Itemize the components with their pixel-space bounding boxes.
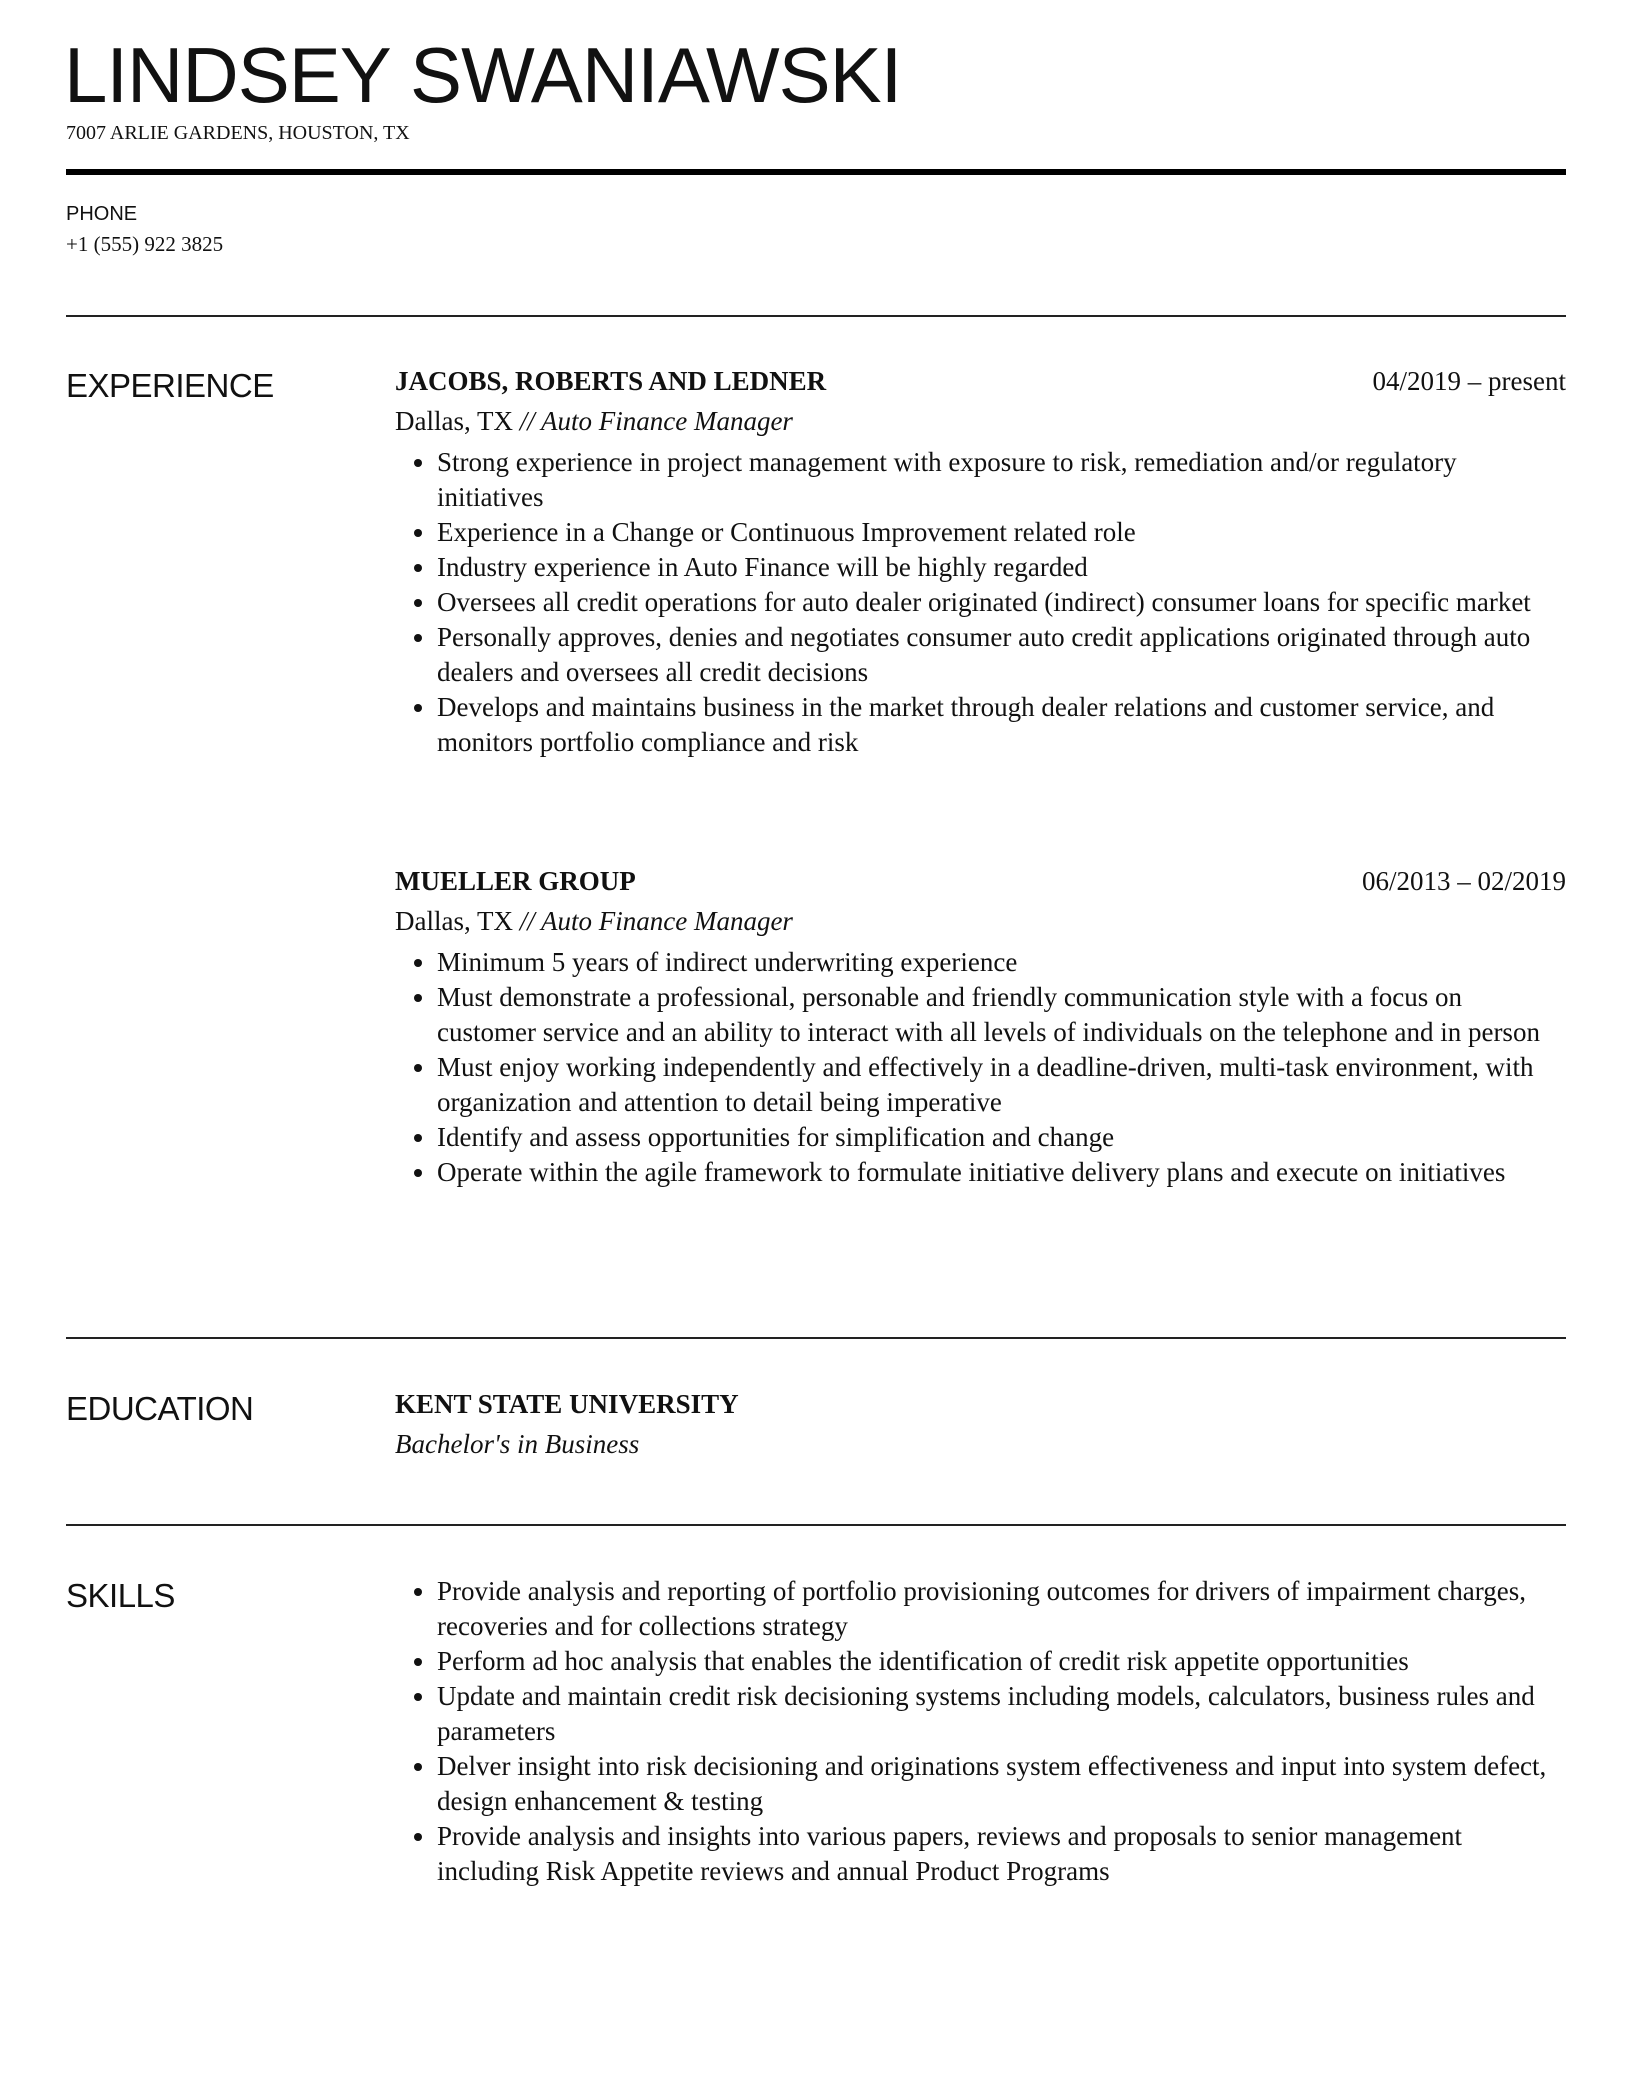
list-item: • Develops and maintains business in the market through dealer relations and customer service, and monitors portfolio compliance and risk: [437, 690, 1566, 760]
job-dates: 06/2013 – 02/2019: [1361, 866, 1566, 896]
job-bullets: [395, 945, 1566, 1190]
list-item: • Minimum 5 years of indirect underwriting experience: [437, 945, 1566, 980]
job-role: Auto Finance Manager: [541, 906, 793, 936]
skills-heading: SKILLS: [66, 1577, 175, 1614]
job-2: [395, 864, 1566, 1190]
job-location: Dallas, TX: [395, 406, 513, 436]
job-dates: 04/2019 – present: [1372, 366, 1566, 396]
header-divider: [66, 169, 1566, 175]
skills-bullets: [395, 1574, 1566, 1889]
job-1: [395, 364, 1566, 760]
company-name: MUELLER GROUP: [395, 866, 636, 896]
education-heading: EDUCATION: [66, 1390, 254, 1427]
phone-label: PHONE: [66, 203, 138, 225]
section-divider: [66, 1524, 1566, 1526]
list-item: • Identify and assess opportunities for simplification and change: [437, 1120, 1566, 1155]
school-name: KENT STATE UNIVERSITY: [395, 1389, 739, 1419]
section-divider: [66, 315, 1566, 317]
list-item: • Strong experience in project management with exposure to risk, remediation and/or regulatory initiatives: [437, 445, 1566, 515]
candidate-name: LINDSEY SWANIAWSKI: [64, 31, 902, 119]
list-item: • Experience in a Change or Continuous Improvement related role: [437, 515, 1566, 550]
phone-number: +1 (555) 922 3825: [66, 232, 224, 256]
list-item: • Perform ad hoc analysis that enables the identification of credit risk appetite opportunities: [437, 1644, 1566, 1679]
list-item: • Delver insight into risk decisioning and originations system effectiveness and input into system defect, design enhancement & testing: [437, 1749, 1566, 1819]
list-item: • Update and maintain credit risk decisioning systems including models, calculators, business rules and parameters: [437, 1679, 1566, 1749]
address: 7007 ARLIE GARDENS, HOUSTON, TX: [66, 122, 410, 144]
company-name: JACOBS, ROBERTS AND LEDNER: [395, 366, 827, 396]
list-item: • Provide analysis and reporting of portfolio provisioning outcomes for drivers of impairment charges, recoveries and for collections strategy: [437, 1574, 1566, 1644]
section-divider: [66, 1337, 1566, 1339]
separator: //: [512, 406, 541, 436]
job-location: Dallas, TX: [395, 906, 513, 936]
job-role: Auto Finance Manager: [541, 406, 793, 436]
list-item: • Industry experience in Auto Finance will be highly regarded: [437, 550, 1566, 585]
skills-list: [395, 1574, 1566, 1889]
list-item: • Must demonstrate a professional, personable and friendly communication style with a focus on customer service and an ability to interact with all levels of individuals on the telephone and in person: [437, 980, 1566, 1050]
list-item: • Must enjoy working independently and effectively in a deadline-driven, multi-task environment, with organization and attention to detail being imperative: [437, 1050, 1566, 1120]
degree: Bachelor's in Business: [395, 1429, 640, 1459]
separator: //: [512, 906, 541, 936]
list-item: • Operate within the agile framework to formulate initiative delivery plans and execute on initiatives: [437, 1155, 1566, 1190]
experience-heading: EXPERIENCE: [66, 367, 274, 404]
list-item: • Provide analysis and insights into various papers, reviews and proposals to senior management including Risk Appetite reviews and annual Product Programs: [437, 1819, 1566, 1889]
education-entry: [395, 1387, 1566, 1462]
list-item: • Personally approves, denies and negotiates consumer auto credit applications originated through auto dealers and oversees all credit decisions: [437, 620, 1566, 690]
list-item: • Oversees all credit operations for auto dealer originated (indirect) consumer loans for specific market: [437, 585, 1566, 620]
job-bullets: [395, 445, 1566, 760]
